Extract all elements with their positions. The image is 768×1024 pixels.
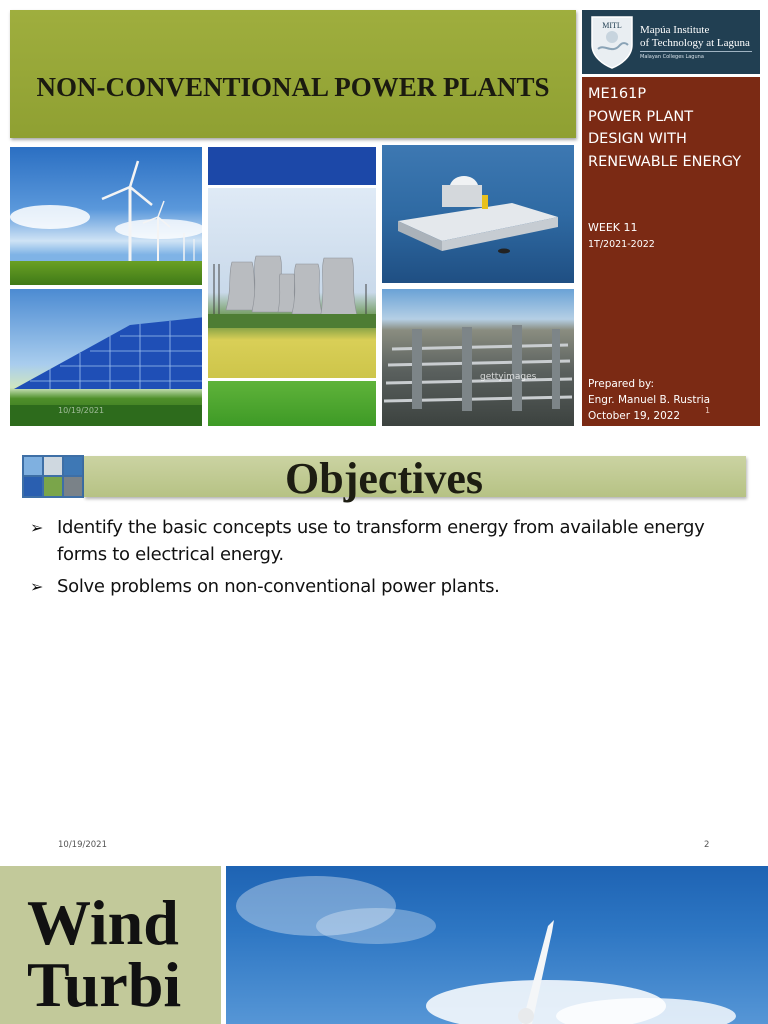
course-line: RENEWABLE ENERGY xyxy=(588,153,742,170)
bullet-text: Solve problems on non-conventional power plants. xyxy=(57,576,500,597)
blue-strip xyxy=(208,147,376,185)
ghost-date: 10/19/2021 xyxy=(58,406,105,415)
term-label: 1T/2021-2022 xyxy=(588,239,655,250)
ship-icon xyxy=(382,145,574,283)
week-label: WEEK 11 xyxy=(588,221,638,234)
shield-icon xyxy=(590,15,634,69)
slide-title: Wind Turbi xyxy=(27,887,182,1020)
logo-line-3: Malayan Colleges Laguna xyxy=(640,54,704,60)
solar-panel-photo xyxy=(10,289,202,426)
footer-date: 10/19/2021 xyxy=(58,840,107,850)
turbine-blade-icon xyxy=(226,866,768,1024)
slide-3 xyxy=(0,866,768,1024)
arrow-bullet-icon: ➢ xyxy=(30,577,44,596)
floating-plant-photo xyxy=(382,145,574,283)
title-banner xyxy=(10,10,576,138)
objectives-banner xyxy=(84,454,746,503)
bullet-text: Identify the basic concepts use to transform energy from available energy forms to electrical energy. xyxy=(57,517,705,565)
objectives-title: Objectives xyxy=(285,454,483,503)
presentation-date: October 19, 2022 xyxy=(588,410,681,422)
page-number: 1 xyxy=(705,406,711,415)
course-line: DESIGN WITH xyxy=(588,131,687,147)
shield-text: MITL xyxy=(602,21,622,30)
collage-thumbnail xyxy=(22,455,84,498)
watermark-text: gettyimages xyxy=(480,372,537,382)
cooling-tower-photo xyxy=(208,188,376,378)
course-line: ME161P xyxy=(588,86,647,102)
course-line: POWER PLANT xyxy=(588,108,694,125)
solar-panel-icon xyxy=(10,289,202,426)
list-item xyxy=(30,514,750,568)
list-item xyxy=(30,573,750,600)
cooling-tower-icon xyxy=(208,188,376,378)
slide-2 xyxy=(0,448,768,858)
author-name: Engr. Manuel B. Rustria xyxy=(588,394,711,406)
arrow-bullet-icon: ➢ xyxy=(30,518,44,537)
prepared-by xyxy=(588,376,710,424)
grass xyxy=(10,261,202,285)
wind-title-panel xyxy=(0,866,221,1024)
wind-turbine-photo xyxy=(226,866,768,1024)
slide-title: NON-CONVENTIONAL POWER PLANTS xyxy=(36,72,550,102)
pipeline-icon xyxy=(382,289,574,426)
institution-logo xyxy=(582,10,760,74)
page-number: 2 xyxy=(704,840,710,850)
geothermal-plant-photo xyxy=(382,289,574,426)
course-title xyxy=(588,83,758,173)
objectives-list xyxy=(30,514,750,605)
thumbnail-icon xyxy=(22,455,84,498)
green-field-photo xyxy=(208,381,376,426)
logo-divider xyxy=(640,51,752,52)
course-info-panel xyxy=(582,77,760,426)
wind-farm-photo xyxy=(10,147,202,285)
slide-1 xyxy=(0,0,768,436)
logo-line-1: Mapúa Institute xyxy=(640,24,710,36)
logo-line-2: of Technology at Laguna xyxy=(640,37,750,49)
prepared-label: Prepared by: xyxy=(588,378,654,390)
